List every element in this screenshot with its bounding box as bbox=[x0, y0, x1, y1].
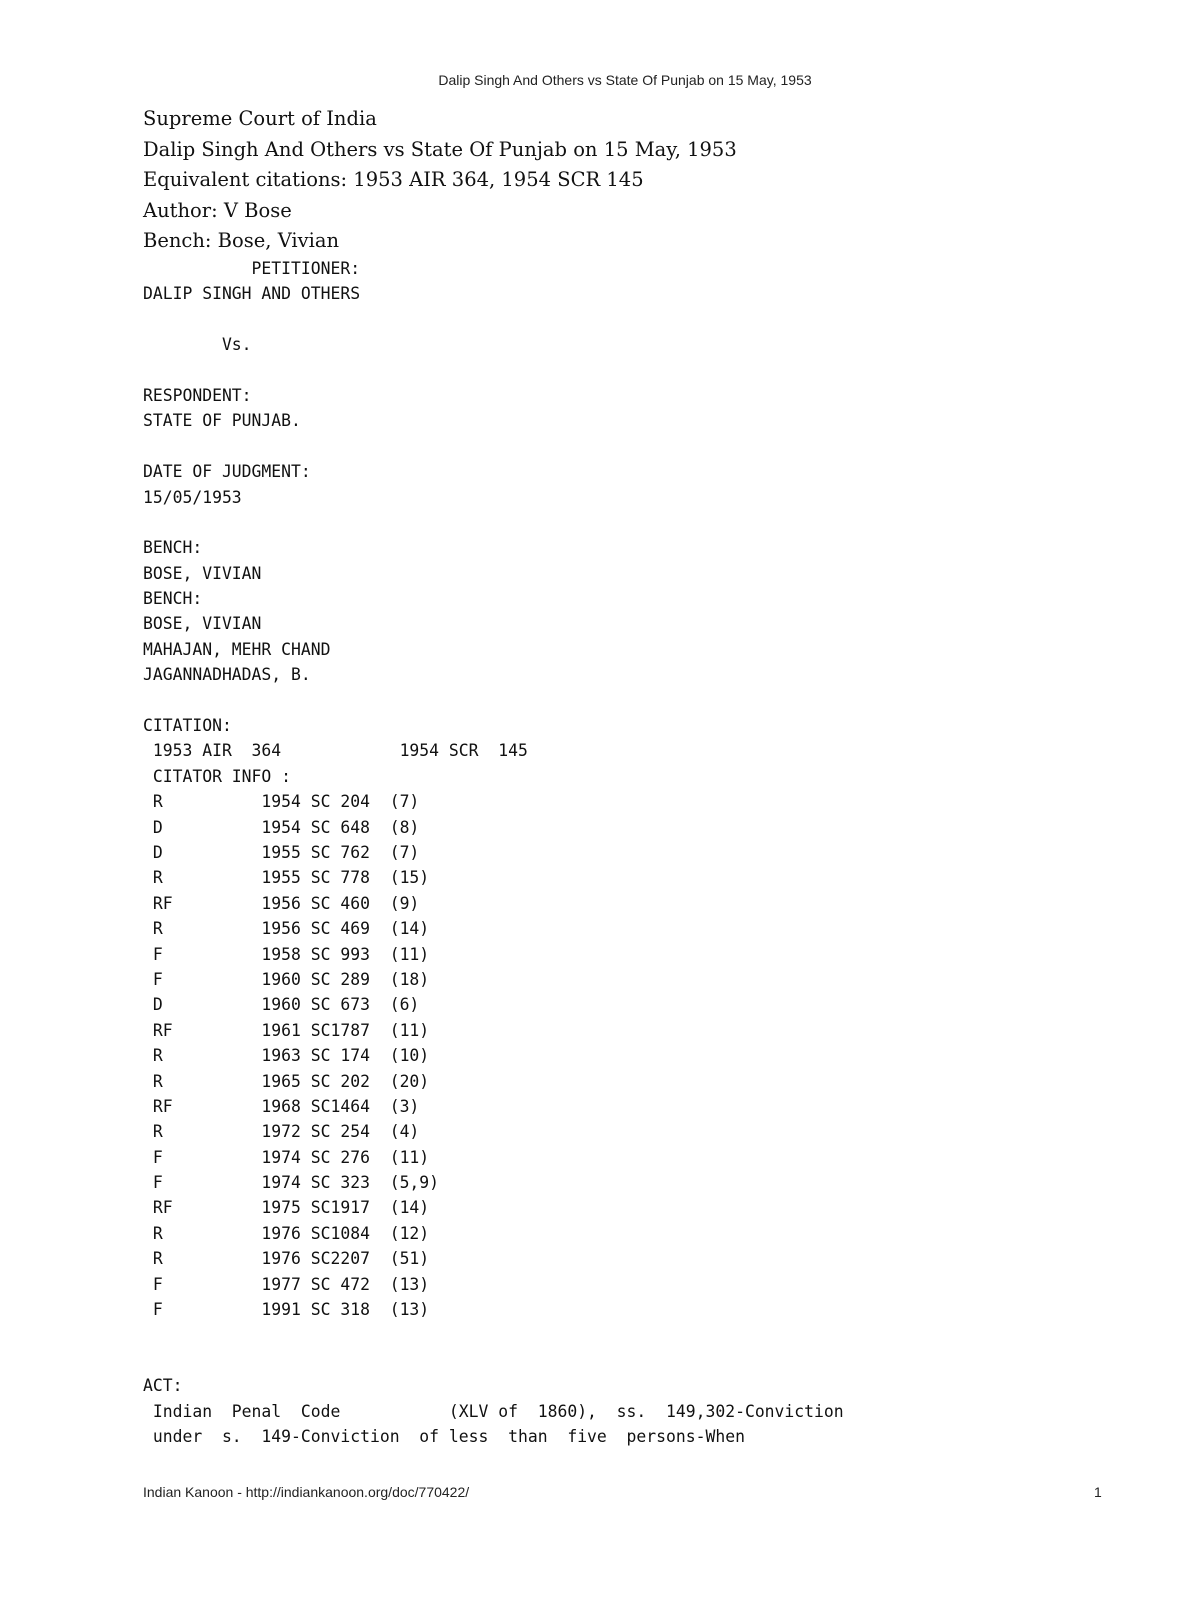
text-line: JAGANNADHADAS, B. bbox=[143, 665, 311, 685]
text-line: BOSE, VIVIAN bbox=[143, 614, 262, 634]
text-line: MAHAJAN, MEHR CHAND bbox=[143, 639, 331, 659]
text-line: R 1955 SC 778 (15) bbox=[143, 868, 430, 888]
text-line: R 1965 SC 202 (20) bbox=[143, 1071, 430, 1091]
text-line: RF 1968 SC1464 (3) bbox=[143, 1096, 420, 1116]
text-line: RESPONDENT: bbox=[143, 385, 252, 405]
text-line: F 1991 SC 318 (13) bbox=[143, 1300, 430, 1320]
text-line: D 1960 SC 673 (6) bbox=[143, 995, 420, 1015]
text-line: Vs. bbox=[143, 335, 252, 355]
text-line bbox=[143, 1348, 844, 1373]
text-line: CITATOR INFO : bbox=[143, 766, 292, 786]
text-line: BENCH: bbox=[143, 589, 203, 609]
text-line: PETITIONER: bbox=[143, 259, 361, 278]
text-line: 1953 AIR 364 1954 SCR 145 bbox=[143, 741, 528, 761]
text-line: D 1954 SC 648 (8) bbox=[143, 817, 420, 837]
footer-source: Indian Kanoon - http://indiankanoon.org/doc/770422/ bbox=[143, 1484, 470, 1500]
text-line: ACT: bbox=[143, 1376, 183, 1396]
text-line: F 1977 SC 472 (13) bbox=[143, 1274, 430, 1294]
text-line: RF 1956 SC 460 (9) bbox=[143, 893, 420, 913]
text-line: F 1958 SC 993 (11) bbox=[143, 944, 430, 964]
page-number: 1 bbox=[1094, 1484, 1102, 1500]
author: Author: V Bose bbox=[143, 198, 292, 222]
text-line: R 1954 SC 204 (7) bbox=[143, 792, 420, 812]
text-line: BOSE, VIVIAN bbox=[143, 563, 262, 583]
text-line bbox=[143, 510, 844, 535]
court-name: Supreme Court of India bbox=[143, 107, 377, 130]
equivalent-citations: Equivalent citations: 1953 AIR 364, 1954 SCR 145 bbox=[143, 168, 644, 191]
text-line bbox=[143, 1322, 844, 1347]
text-line: 15/05/1953 bbox=[143, 487, 242, 507]
text-line bbox=[143, 434, 844, 459]
text-line: D 1955 SC 762 (7) bbox=[143, 842, 420, 862]
text-line: F 1974 SC 323 (5,9) bbox=[143, 1173, 440, 1193]
text-line: RF 1975 SC1917 (14) bbox=[143, 1198, 430, 1218]
judgment-text bbox=[143, 256, 844, 1449]
document-meta bbox=[143, 104, 737, 257]
text-line: R 1972 SC 254 (4) bbox=[143, 1122, 420, 1142]
text-line: F 1974 SC 276 (11) bbox=[143, 1147, 430, 1167]
running-header: Dalip Singh And Others vs State Of Punjab on 15 May, 1953 bbox=[438, 72, 812, 88]
text-line: R 1976 SC1084 (12) bbox=[143, 1223, 430, 1243]
text-line: R 1956 SC 469 (14) bbox=[143, 919, 430, 939]
text-line bbox=[143, 688, 844, 713]
text-line: CITATION: bbox=[143, 716, 232, 736]
text-line: Indian Penal Code (XLV of 1860), ss. 149,302-Conviction bbox=[143, 1401, 844, 1421]
text-line: DALIP SINGH AND OTHERS bbox=[143, 284, 361, 304]
text-line: R 1976 SC2207 (51) bbox=[143, 1249, 430, 1269]
text-line bbox=[143, 358, 844, 383]
text-line: DATE OF JUDGMENT: bbox=[143, 462, 311, 482]
case-title: Dalip Singh And Others vs State Of Punjab on 15 May, 1953 bbox=[143, 137, 737, 161]
text-line: STATE OF PUNJAB. bbox=[143, 411, 301, 431]
text-line: R 1963 SC 174 (10) bbox=[143, 1046, 430, 1066]
text-line bbox=[143, 307, 844, 332]
bench: Bench: Bose, Vivian bbox=[143, 229, 340, 252]
text-line: under s. 149-Conviction of less than five persons-When bbox=[143, 1426, 745, 1446]
text-line: RF 1961 SC1787 (11) bbox=[143, 1020, 430, 1040]
text-line: F 1960 SC 289 (18) bbox=[143, 969, 430, 989]
text-line: BENCH: bbox=[143, 538, 203, 558]
